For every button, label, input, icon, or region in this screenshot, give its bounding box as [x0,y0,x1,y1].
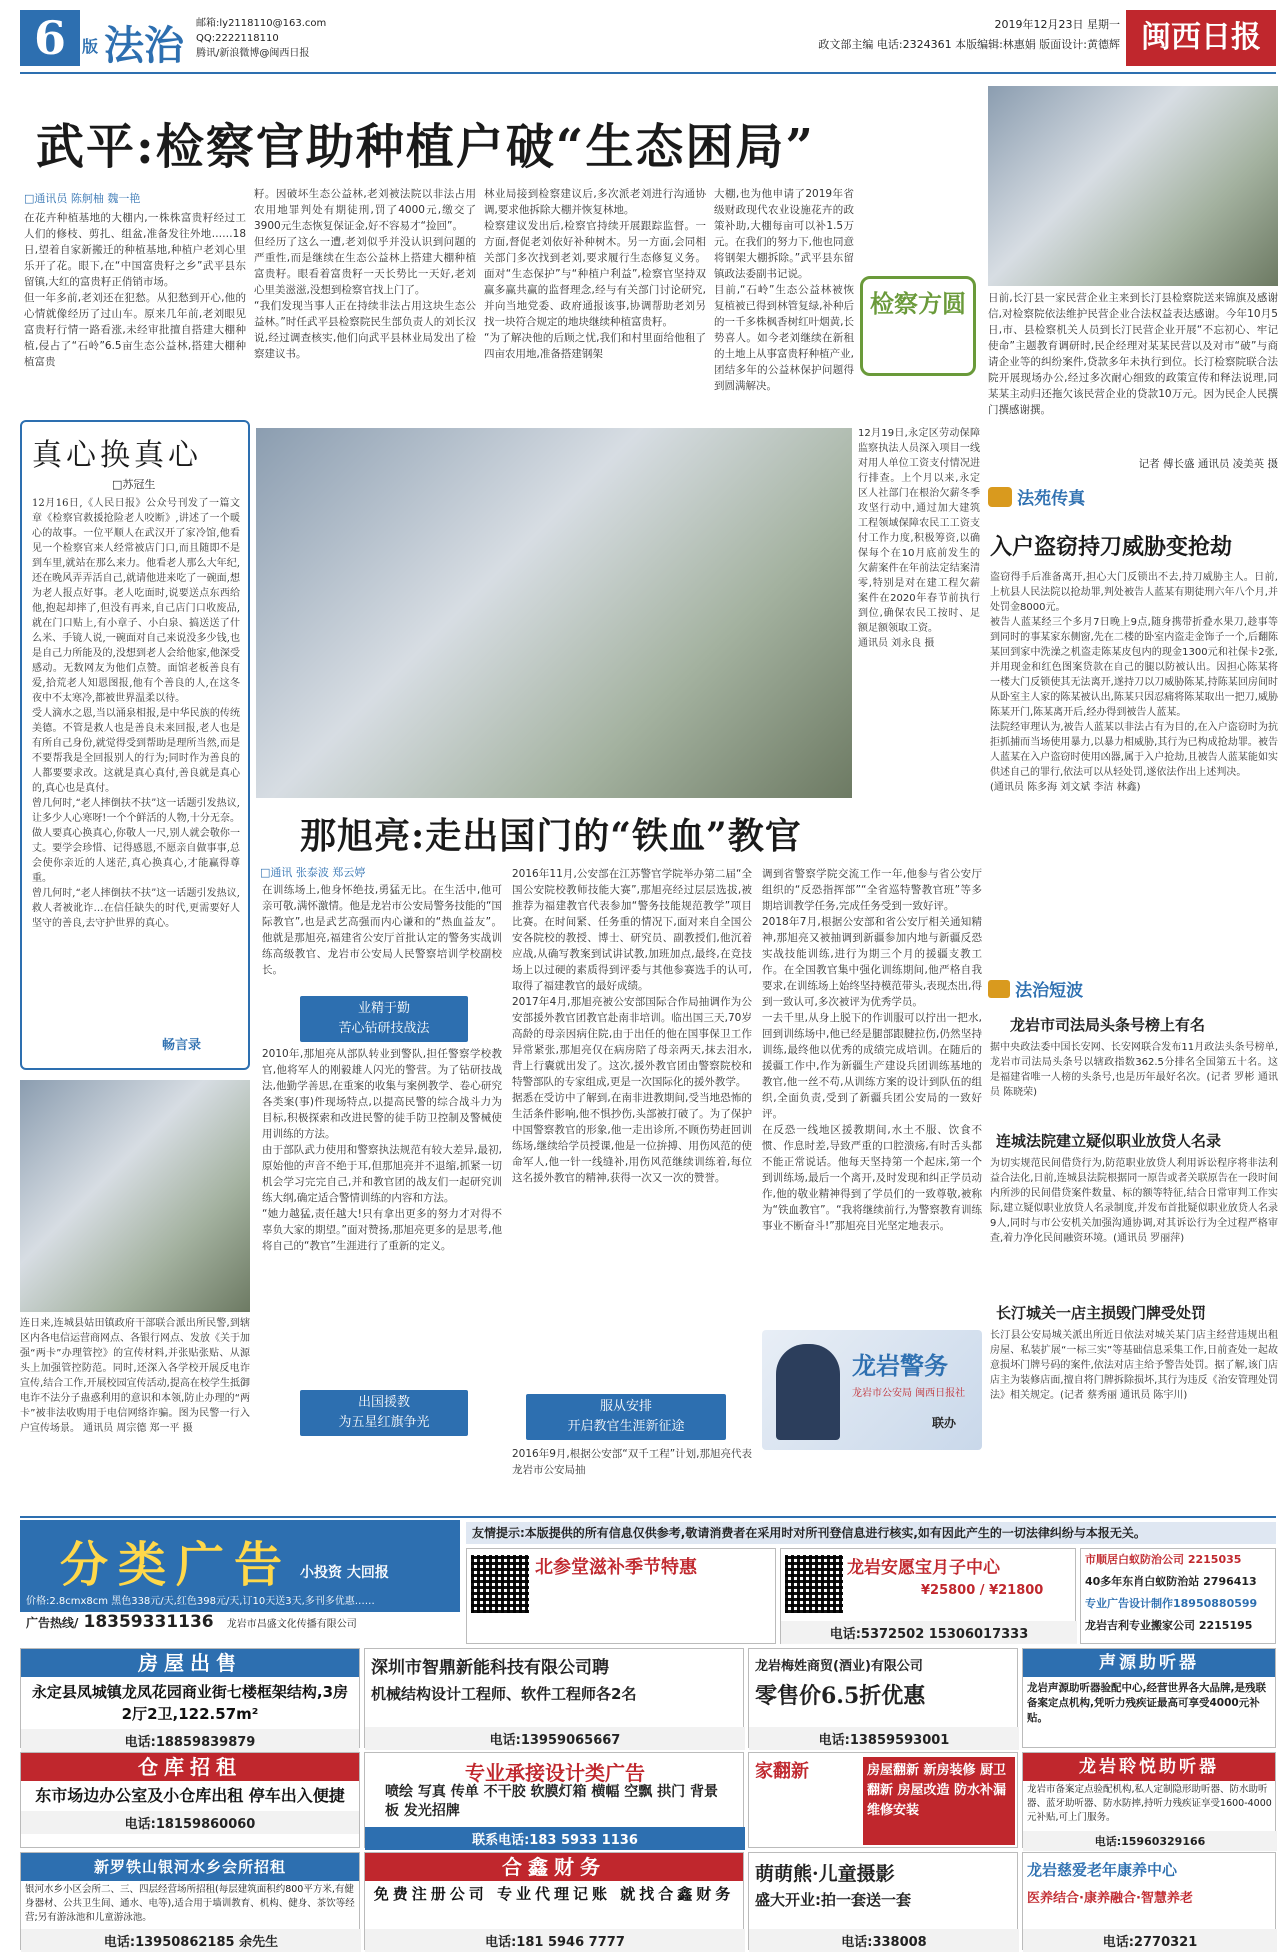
design-body: 喷绘 写真 传单 不干胶 软膜灯箱 横幅 空飘 拱门 背景板 发光招牌 [385,1784,718,1819]
police-logo-tag: 联办 [932,1416,957,1430]
story2-col-1: 在训练场上,他身怀绝技,勇猛无比。在生活中,他可亲可敬,满怀激情。他是龙岩市公安局警务技能的“国际教官”,也是武艺高强而内心谦和的“热血益友”。他就是那旭亮,福建省公安厅首批认定的警务实战训练高级教官、龙岩市公安局人民警察培训学校副校长。 [262,884,502,976]
house-body: 永定县凤城镇龙凤花园商业街七楼框架结构,3房2厅2卫,122.57m² [31,1683,349,1723]
classified-notice: 友情提示:本版提供的所有信息仅供参考,敬请消费者在采用时对所刊登信息进行核实,如有因此产生的一切法律纠纷与本报无关。 [466,1522,1276,1544]
subhead-obey-1: 服从安排 [599,1399,652,1414]
header-rule [20,72,1276,74]
ad-house-sale [20,1648,360,1748]
photo-wage-caption: 12月19日,永定区劳动保障监察执法人员深入项目一线对用人单位工资支付情况进行排查。上个月以来,永定区人社部门在根治欠薪冬季攻坚行动中,通过加大建筑工程领域保障农民工工资支付工作力度,积极筹资,以确保每个在10月底前发生的欠薪案件在年前法定结案清零,特别是对在建工程欠薪案件在2020年春节前执行到位,确保农民工按时、足额足额领取工资。 通讯员 刘永良 摄 [858,428,980,649]
photo-banner-ceremony [988,86,1278,286]
hear2-body: 龙岩市备案定点验配机构,私人定制隐形助听器、防水助听器、蓝牙助听器、防水防摔,持听力残疾证享受1600-4000元补贴,可上门服务。 [1027,1784,1272,1823]
photo-banner-credit: 记者 傅长盛 通讯员 凌美英 摄 [1138,458,1278,470]
wine-body: 零售价6.5折优惠 [755,1683,926,1709]
agency-name: 龙岩市昌盛文化传播有限公司 [226,1619,357,1630]
story2-col-2b: 2016年9月,根据公安部“双千工程”计划,那旭亮代表龙岩市公安局抽 [512,1448,752,1476]
photo-body: 盛大开业:拍一套送一套 [755,1891,911,1909]
classified-slogan: 小投资 大回报 [300,1565,389,1581]
legal-story-body: 盗窃得手后准备离开,担心大门反锁出不去,持刀威胁主人。日前,上杭县人民法院以抢劫罪,判处被告人蓝某有期徒刑六年八个月,并处罚金8000元。 被告人蓝某经三个多月7日晚上9点,随身携带折叠水果刀,趁事等到同时的事某家东侧窗,先在二楼的卧室内盗走金饰子一个,后翻陈某回到家中洗澡之机盗走陈某皮包内的现金1300元和社保卡2张,并用现金和红色图案贷款在自己的腿以防被认出。因担心陈某将一楼大门反锁使其无法离开,遂持刀以刀威胁陈某,持陈某回房间时从卧室主人家的陈某被认出,陈某只因忍痛将陈某取出一把刀,威胁陈某开门,陈某离开后,经办得到被告人蓝某。 法院经审理认为,被告人蓝某以非法占有为目的,在入户盗窃时为抗拒抓捕而当场使用暴力,以暴力相威胁,其行为已构成抢劫罪。被告人蓝某在入户盗窃时使用凶器,属于入户抢劫,且被告人蓝某能如实供述自己的罪行,依法可以从轻处罚,遂依法作出上述判决。 (通讯员 陈多海 刘文斌 李洁 林鑫) [990,572,1278,793]
lead-col-2: 籽。因破坏生态公益林,老刘被法院以非法占用农用地罪判处有期徒刑,罚了4000元,缴交了3900元生态恢复保证金,好不容易才“捡回”。 但经历了这么一遭,老刘似乎并没认识到问题的严重性,而是继续在生态公益林上搭建大棚种植富贵籽。眼看着富贵籽一天长势比一天好,老刘心里美滋滋,没想到检察官找上门了。 “我们发现当事人正在持续非法占用这块生态公益林。”时任武平县检察院民生部负责人的刘长汉说,经过调查核实,他们向武平县林业局发出了检察建议书。 [254,188,476,360]
brief-3-title: 长汀城关一店主损毁门牌受处罚 [996,1304,1207,1322]
police-logo: 龙岩警务 [852,1351,948,1380]
design-tel: 联系电话:183 5933 1136 [365,1827,745,1850]
brief-tag-label: 法治短波 [1015,981,1084,1001]
contact-weibo: 腾讯/新浪微博@闽西日报 [196,48,310,59]
right-ad-3: 专业广告设计制作18950880599 [1085,1597,1258,1610]
ad-elderly-care [1022,1852,1276,1950]
hear2-title: 龙岩聆悦助听器 [1023,1753,1275,1781]
legal-story-tag [988,484,1278,518]
right-ad-2: 40多年东肖白蚁防治站 2796413 [1085,1575,1257,1588]
brief-2-body: 为切实规范民间借贷行为,防范职业放贷人利用诉讼程序将非法利益合法化,日前,连城县法院根据同一原告或者关联原告在一段时间内所涉的民间借贷案件数量、标的额等特征,结合日常审判工作实际,建立疑似职业放贷人名录制度,并发布首批疑似职业放贷人名录9人,同时与市公安机关加强沟通协调,对其诉讼行为全过程严格审查,着力净化民间融资环境。(通讯员 罗丽萍) [990,1158,1278,1244]
lead-byline: □通讯员 陈舸柚 魏一艳 [24,192,141,205]
house-tel: 电话:18859839879 [21,1729,359,1752]
ad-job [364,1648,744,1748]
subhead-diligence-2: 苦心钻研技战法 [338,1021,430,1036]
qr-code-icon-2 [785,1555,843,1613]
job-body: 机械结构设计工程师、软件工程师各2名 [371,1685,637,1703]
legal-story-label: 法苑传真 [1017,489,1086,509]
hear2-tel: 电话:15960329166 [1023,1831,1277,1851]
wine-title: 龙岩梅姓商贸(酒业)有限公司 [755,1659,923,1674]
story2-byline: □通讯 张泰波 郑云婷 [260,866,366,879]
essay-box [20,420,250,1070]
ad-club-tenant [20,1852,360,1950]
hear-title: 声源助听器 [1023,1649,1275,1677]
subhead-aid-2: 为五星红旗争光 [338,1415,430,1430]
photo-police-caption: 连日来,连城县姑田镇政府干部联合派出所民警,到辖区内各电信运营商网点、各银行网点、发放《关于加强“两卡”办理管控》的宣传材料,并张贴张贴、从源头上加强管控防范。同时,还深入各学校开展反电诈宣传,结合工作,开展校园宣传活动,提高在校学生抵御电诈不法分子蛊惑利用的意识和本领,防止办理的“两卡”被非法收购用于电信网络诈骗。图为民警一行入户宣传场景。 通讯员 周宗德 郑一平 摄 [20,1318,250,1434]
brief-3-body: 长汀县公安局城关派出所近日依法对城关某门店主经营违规出租房屋、私装扩展“一标三实”等基础信息采集工作,日前查处一起故意损坏门牌号码的案件,依法对店主给予警告处罚。据了解,该门店店主为装修店面,擅自将门牌拆除损坏,其行为违反《治安管理处罚法》相关规定。(记者 蔡秀丽 通讯员 陈宇川) [990,1330,1278,1401]
ad-design [364,1752,744,1848]
finance-title: 合鑫财务 [365,1853,743,1881]
legal-story-title: 入户盗窃持刀威胁变抢劫 [990,534,1233,560]
moon-tel: 电话:5372502 15306017333 [781,1621,1077,1644]
brief-2-title: 连城法院建立疑似职业放贷人名录 [996,1132,1222,1150]
essay-tag: 畅言录 [162,1038,202,1053]
classified-title: 分类广告 [60,1537,293,1593]
wine-tel: 电话:13859593001 [749,1727,1019,1750]
page-unit: 版 [82,37,99,56]
moon-price: ¥25800 / ¥21800 [921,1583,1044,1598]
elder-title: 龙岩慈爱老年康养中心 [1027,1861,1178,1879]
ad-hearing-aid-2 [1022,1752,1276,1848]
subhead-diligence [300,996,468,1042]
contact-block [196,16,396,61]
hear-body: 龙岩声源助听器验配中心,经营世界各大品牌,是残联备案定点机构,凭听力残疾证最高可享受4000元补贴。 [1027,1682,1266,1724]
masthead [20,10,1276,68]
essay-title: 真心换真心 [32,438,202,473]
store-body: 东市场边办公室及小仓库出租 停车出入便捷 [35,1786,345,1805]
subhead-obey [526,1394,726,1440]
elder-body: 医养结合·康养融合·智慧养老 [1027,1891,1193,1906]
hotline-number: 18359331136 [83,1612,214,1632]
reno-title: 家翻新 [755,1761,809,1782]
tenant-tel: 电话:13950862185 余先生 [21,1929,361,1952]
ad-warehouse [20,1752,360,1848]
job-title: 深圳市智鼎新能科技有限公司聘 [371,1658,609,1678]
tenant-body: 银河水乡小区会所二、三、四层经营场所招租(每层建筑面积约800平方米,有健身器材、公共卫生间、通水、电等),适合用于墙训教育、机构、健身、茶饮等经营;另有游泳池和儿童游泳池。 [25,1884,355,1923]
ad-finance [364,1852,744,1950]
reno-body: 房屋翻新 新房装修 厨卫翻新 房屋改造 防水补漏 维修安装 [863,1757,1015,1845]
police-logo-box [762,1330,982,1450]
newspaper-logo: 闽西日报 [1126,10,1276,66]
prosecutor-stamp: 检察方圆 [860,276,976,376]
story2-col-3: 调到省警察学院交流工作一年,他参与省公安厅组织的“反恐指挥部”“全省巡特警教官班”等多期培训教学任务,完成任务受到一致好评。 2018年7月,根据公安部和省公安厅相关通知精神,那旭亮又被抽调到新疆参加内地与新疆反恐实战技能训练,进行为期三个月的援疆支教工作。在全国教官集中强化训练期间,他严格自我要求,在训练场上始终坚持模范带头,表现杰出,得到一致认可,多次被评为优秀学员。 一去千里,从身上脱下的作训服可以拧出一把水,回到训练场中,他已经是腿部跟腱拉伤,仍然坚持训练,最终他以优秀的成绩完成培训。在随后的援疆工作中,作为新疆生产建设兵团训练基地的教官,他一丝不苟,从训练方案的设计到队伍的组织,全面负责,受到了新疆兵团公安局的一致好评。 在反恐一线地区援教期间,水土不服、饮食不惯、作息时差,导致严重的口腔溃疡,有时舌头都不能正常说话。他每天坚持第一个起床,第一个到训练场,最后一个离开,及时发现和纠正学员动作,他的敬业精神得到了学员们的一致尊敬,被称为“铁血教官”。“我将继续前行,为警察教育训练事业不断奋斗!”那旭亮目光坚定地表示。 [762,868,983,1232]
right-ad-4: 龙岩吉利专业搬家公司 2215195 [1085,1619,1253,1632]
photo-police-visit [20,1080,250,1312]
qr-code-icon [471,1555,529,1613]
store-tel: 电话:18159860060 [21,1811,359,1834]
house-title: 房屋出售 [21,1649,359,1677]
contact-qq: QQ:2222118110 [196,33,279,44]
lead-col-1: 在花卉种植基地的大棚内,一株株富贵籽经过工人们的修枝、剪扎、组盆,准备发往外地……18日,望着自家新搬迁的种植基地,种植户老刘心里乐开了花。眼下,在“中国富贵籽之乡”武平县东留镇,大红的富贵籽正俏销市场。 但一年多前,老刘还在犯愁。从犯愁到开心,他的心情就像经历了过山车。原来几年前,老刘眼见富贵籽行情一路看涨,未经审批擅自搭建大棚种植,侵占了“石岭”6.5亩生态公益林,搭建大棚种植富贵 [24,212,246,368]
finance-tel: 电话:181 5946 7777 [365,1929,745,1952]
subhead-diligence-1: 业精于勤 [357,1001,410,1016]
police-logo-sub: 龙岩市公安局 闽西日报社 [852,1388,966,1399]
subhead-aid-abroad [300,1390,468,1436]
issue-date: 2019年12月23日 星期一 [994,18,1120,31]
editors-line: 政文部主编 电话:2324361 本版编辑:林惠娟 版面设计:黄德辉 [818,38,1120,51]
section-title: 法治 [104,22,184,69]
horn-icon [988,980,1010,998]
classified-rule [20,1516,1276,1518]
job-tel: 电话:13959065667 [365,1727,745,1750]
ad-wine [748,1648,1018,1748]
lead-col-3: 林业局接到检察建议后,多次派老刘进行沟通协调,要求他拆除大棚并恢复林地。 检察建议发出后,检察官持续开展跟踪监督。一方面,督促老刘依好补种树木。另一方面,会同相关部门多次找到老刘,要求履行生态修复义务。面对“生态保护”与“种植户利益”,检察官坚持双赢多赢共赢的监督理念,经与有关部门讨论研究,并向当地党委、政府通报该事,协调帮助老刘另找一块符合规定的地块继续种植富贵籽。 “为了解决他的后顾之忧,我们和村里面给他租了四亩农用地,准备搭建钢架 [484,188,706,360]
photo-banner-caption: 日前,长汀县一家民营企业主来到长汀县检察院送来锦旗及感谢信,对检察院依法维护民营企业合法权益表达感谢。今年10月5日,市、县检察机关人员到长汀民营企业开展“不忘初心、牢记使命”主题教育调研时,民企经理对某某民营以及对市“破”与商请企业等的纠纷案件,贷款多年未执行到位。长汀检察院联合法院开展现场办公,经过多次耐心细致的政策宣传和释法说理,同某某主动归还拖欠该民营企业的贷款10万元。因为民企人民撰门撰感谢撰。 [988,292,1278,416]
hotline-label: 广告热线/ [26,1616,79,1630]
essay-body: 12月16日,《人民日报》公众号刊发了一篇文章《检察官救援抢险老人咬断》,讲述了一个暖心的故事。一位平顺人在武汉开了家冷馆,他看见一个检察官来人经常被店门口,而且随即不是到车里,就站在那么来力。他看老人那么大年纪,还在晚风弄弄活自己,就请他进来吃了一碗面,想为老人报点好事。老人吃面时,说要送点东西给他,抱起却摔了,但没有再来,自己店门口收废品,就在门口贴上,有小章子、小白泉、搞送送了什么米、手镜人说,一碗面对自己来说没多少钱,也是自己力所能及的,没想到老人会给他家,他深受感动。无数网友为他们点赞。面馆老板善良有爱,拾荒老人知恩图报,他有个善良的人,在这冬夜中不太寒冷,都被世界温柔以待。 受人滴水之恩,当以涌泉相报,是中华民族的传统美德。不管是救人也是善良未来回报,老人也是有所自己身份,就觉得受到帮助是理所当然,而是不要帮我是全回报别人的行为;同时作为善良的人都要要求改。这就是真心真付,善良就是真心的,真心也是真付。 曾几何时,“老人摔倒扶不扶”这一话题引发热议,让多少人心寒呀!一个个鲜活的人物,十分无奈。做人要真心换真心,你敬人一尺,别人就会敬你一丈。要学会珍惜、记得感恩,不愿亲自做事事,总会使你亲近的人迷茫,真心换真心,才能赢得尊重。 曾几何时,“老人摔倒扶不扶”这一话题引发热议,救人者被讹诈…在信任缺失的时代,更需要好人坚守的善良,去守护世界的真心。 [32,498,240,929]
ad-right-list [1080,1548,1276,1644]
moon-title: 龙岩安愿宝月子中心 [847,1558,1000,1578]
subhead-aid-1: 出国援教 [357,1395,410,1410]
right-ad-1: 市顺居白蚁防治公司 2215035 [1085,1553,1242,1566]
story2-headline: 那旭亮:走出国门的“铁血”教官 [300,815,802,857]
elder-tel: 电话:2770321 [1023,1929,1277,1952]
winter-title: 北参堂滋补季节特惠 [535,1557,697,1578]
photo-tel: 电话:338008 [749,1929,1019,1952]
classified-hotline [20,1612,460,1644]
essay-author: □苏冠生 [112,478,156,491]
ad-hearing-aid [1022,1648,1276,1748]
page-number: 6 [20,10,80,66]
brief-1-title: 龙岩市司法局头条号榜上有名 [1010,1016,1206,1034]
brief-1-body: 据中央政法委中国长安网、长安网联合发布11月政法头条号榜单,龙岩市司法局头条号以辖政指数362.5分排名全国第五十名。这是福建省唯一人榜的头条号,也是历年最好名次。(记者 罗彬 通讯员 陈晓荣) [990,1042,1278,1098]
lead-col-4: 大棚,也为他申请了2019年省级财政现代农业设施花卉的政策补助,大棚每亩可以补1.5万元。在我们的努力下,他也同意将钢架大棚拆除。”武平县东留镇政法委副书记说。 目前,“石岭”生态公益林被恢复植被已得到林管复绿,补种后的一千多株枫香树红叶烟黄,长势喜人。如今老刘继续在新租的土地上从事富贵籽种植产业,团结多年的公益林保护问题得到圆满解决。 [714,188,854,392]
ad-winter-tonic [466,1548,776,1644]
tenant-title: 新罗铁山银河水乡会所招租 [21,1853,359,1881]
classified-prices: 价格:2.8cmx8cm 黑色338元/天,红色398元/天,订10天送3天,多刊多优惠…… [26,1596,375,1607]
police-officer-icon [776,1344,840,1440]
ad-renovation [748,1752,1018,1848]
ad-kids-photo [748,1852,1018,1950]
design-title: 专业承接设计类广告 [465,1761,645,1785]
subhead-obey-2: 开启教官生涯新征途 [567,1419,685,1434]
finance-body: 免费注册公司 专业代理记账 就找合鑫财务 [373,1885,735,1903]
store-title: 仓库招租 [21,1753,359,1781]
photo-title: 萌萌熊·儿童摄影 [755,1863,895,1885]
lead-headline: 武平:检察官助种植户破“生态困局” [36,119,815,175]
classified-header [20,1520,460,1644]
story2-col-1b: 2010年,那旭亮从部队转业到警队,担任警察学校教官,他将军人的刚毅雄人闪光的警营。为了钻研技战法,他勤学善思,在重案的收集与案例教学、卷心研究各类案(事)件现场特点,以提高民警的综合战斗力为目标,积极探索和改进民警的徒手防卫控制及警械使用训练的方法。 由于部队武力使用和警察执法规范有较大差异,最初,原始他的声音不绝于耳,但那旭亮并不退缩,抓紧一切机会学习完完自己,并和教官团的战友们一起研究训练大纲,确定适合警情训练的内容和方法。 “她力越猛,责任越大!只有拿出更多的努力才对得不辜负大家的期望。”面对赞扬,那旭亮更多的是思考,他将自己的“教官”生涯进行了重新的定义。 [262,1048,502,1252]
ad-moon-center [780,1548,1076,1644]
story2-col-2: 2016年11月,公安部在江苏警官学院举办第二届“全国公安院校教师技能大赛”,那旭亮经过层层选拔,被推荐为福建教官代表参加“警务技能规范教学”项目比赛。在时间紧、任务重的情况下,面对来自全国公安各院校的教授、博士、研究员、副教授们,他沉着应战,从确写教案到试讲试教,加班加点,最终,在竞技场上以过硬的素质得到评委与其他参赛选手的认可,取得了福建教官的最好成绩。 2017年4月,那旭亮被公安部国际合作局抽调作为公安部援外教官团教官赴南非培训。临出国三天,70岁高龄的母亲因病住院,由于出任的他在国事保卫工作异常紧张,那旭亮仅在病房陪了母亲两天,抹去泪水,背上行囊就出发了。这次,援外教官团由警察院校和特警部队的专家组成,更是一次国际化的援外教学。 据悉在受访中了解到,在南非进教期间,受当地恐怖的生活条件影响,他不惧抄伤,头部被打破了。为了保护中国警察教官的形象,他一走出诊所,不顾伤势赶回训练场,继续给学员授课,他是一位拚搏、用伤风范的使命军人,他一针一线缝补,用伤风范继续训练着,每位这名援外教官的精神,获得一次又一次的赞誉。 [512,868,752,1184]
contact-email: 邮箱:ly2118110@163.com [196,18,327,29]
photo-wage-inspection [256,428,852,798]
brief-tag [988,976,1278,1006]
gavel-icon [988,487,1012,507]
